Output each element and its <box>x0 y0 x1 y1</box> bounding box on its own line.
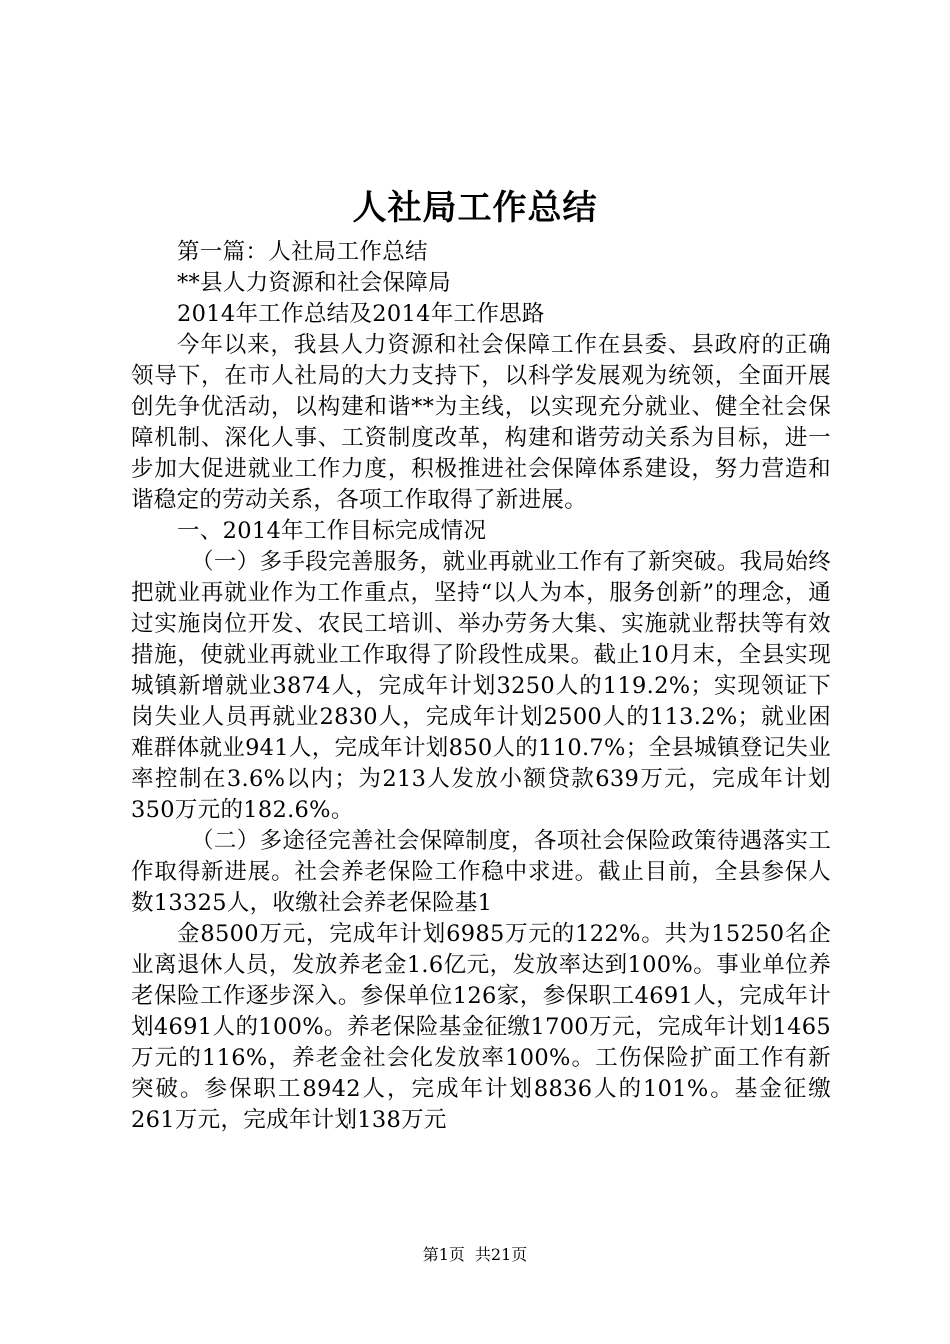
part-one-heading: 一、2014年工作目标完成情况 <box>177 518 487 544</box>
employment-paragraph: （一）多手段完善服务，就业再就业工作有了新突破。我局始终把就业再就业作为工作重点，坚持“以人为本，服务创新”的理念，通过实施岗位开发、农民工培训、举办劳务大集、实施就业帮扶等有效措施，使就业再就业工作取得了阶段性成果。截止10月末，全县实现城镇新增就业3874人，完成年计划3250人的119.2%；实现领证下岗失业人员再就业2830人，完成年计划2500人的113.2%；就业困难群体就业941人，完成年计划850人的110.7%；全县城镇登记失业率控制在3.6%以内；为213人发放小额贷款639万元，完成年计划350万元的182.6%。 <box>131 549 831 823</box>
document-body <box>131 237 831 1136</box>
intro-paragraph: 今年以来，我县人力资源和社会保障工作在县委、县政府的正确领导下，在市人社局的大力支持下，以科学发展观为统领，全面开展创先争优活动，以构建和谐**为主线，以实现充分就业、健全社会保障机制、深化人事、工资制度改革，构建和谐劳动关系为目标，进一步加大促进就业工作力度，积极推进社会保障体系建设，努力营造和谐稳定的劳动关系，各项工作取得了新进展。 <box>131 332 831 513</box>
document-title: 人社局工作总结 <box>352 188 598 228</box>
page-number: 第1页 <box>422 1245 465 1264</box>
pension-paragraph: 金8500万元，完成年计划6985万元的122%。共为15250名企业离退休人员，发放养老金1.6亿元，发放率达到100%。事业单位养老保险工作逐步深入。参保单位126家，参保职工4691人，完成年计划4691人的100%。养老保险基金征缴1700万元，完成年计划1465万元的116%，养老金社会化发放率100%。工伤保险扩面工作有新突破。参保职工8942人，完成年计划8836人的101%。基金征缴261万元，完成年计划138万元 <box>131 921 831 1133</box>
section-heading: 第一篇：人社局工作总结 <box>177 239 428 265</box>
social-security-paragraph: （二）多途径完善社会保障制度，各项社会保险政策待遇落实工作取得新进展。社会养老保险工作稳中求进。截止目前，全县参保人数13325人，收缴社会养老保险基1 <box>131 828 831 916</box>
page-footer <box>0 1244 950 1266</box>
page-total: 共21页 <box>474 1245 528 1264</box>
organization-name: **县人力资源和社会保障局 <box>177 270 451 296</box>
report-subtitle: 2014年工作总结及2014年工作思路 <box>177 301 545 327</box>
